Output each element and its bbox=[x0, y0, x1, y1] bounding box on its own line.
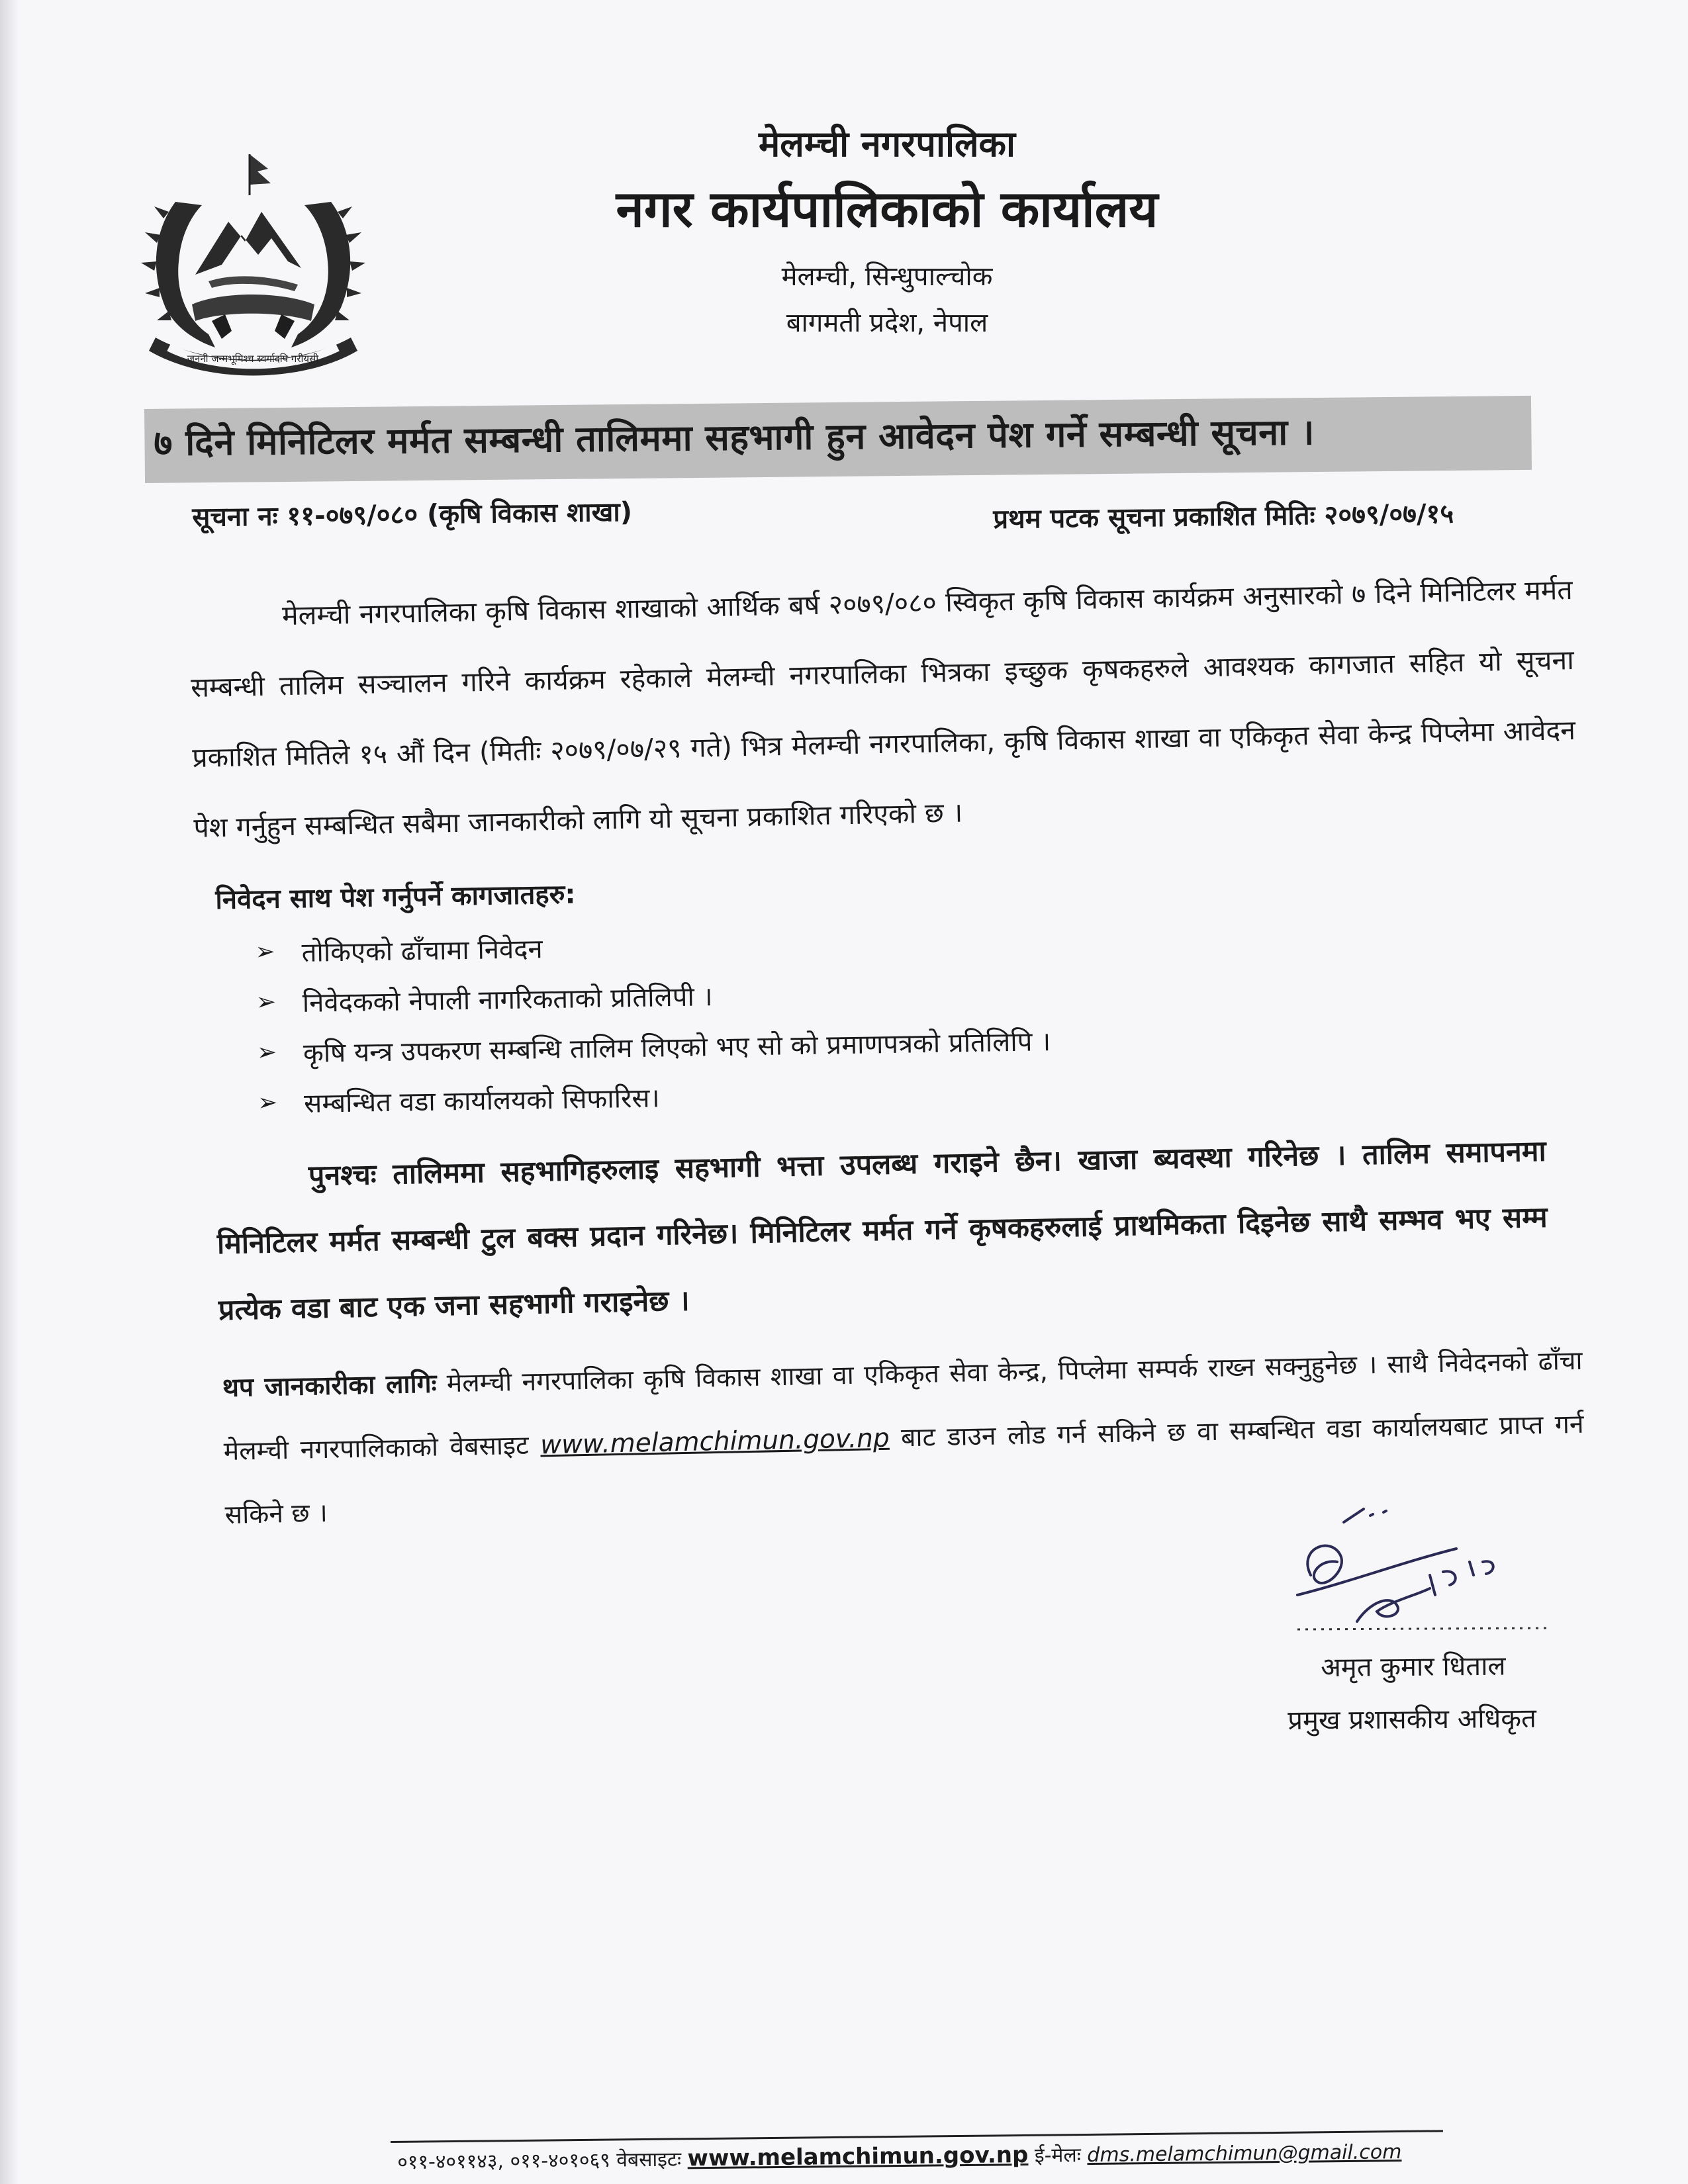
nepal-emblem-logo bbox=[129, 149, 377, 390]
footer-email-label: ई-मेलः bbox=[1028, 2144, 1088, 2168]
footer-email-link[interactable]: dms.melamchimun@gmail.com bbox=[1087, 2140, 1402, 2167]
address-line-1: मेलम्ची, सिन्धुपाल्चोक bbox=[781, 261, 993, 292]
footer-website-label: वेबसाइटः bbox=[610, 2148, 688, 2172]
signatory-title: प्रमुख प्रशासकीय अधिकृत bbox=[1288, 1703, 1536, 1736]
arrow-bullet-icon: ➢ bbox=[256, 988, 277, 1016]
notice-title: ७ दिने मिनिटिलर मर्मत सम्बन्धी तालिममा सहभागी हुन आवेदन पेश गर्ने सम्बन्धी सूचना । bbox=[154, 411, 1315, 464]
handwritten-signature bbox=[1258, 1496, 1589, 1655]
municipality-name: मेलम्ची नगरपालिका bbox=[758, 123, 1016, 165]
notice-reference-number: सूचना नः ११-०७९/०८० (कृषि विकास शाखा) bbox=[192, 496, 633, 533]
signatory-name: अमृत कुमार धिताल bbox=[1321, 1651, 1506, 1683]
publish-date: प्रथम पटक सूचना प्रकाशित मितिः २०७९/०७/१५ bbox=[993, 498, 1454, 535]
more-info-label: थप जानकारीका लागिः bbox=[222, 1369, 437, 1403]
document-item-text: कृषि यन्त्र उपकरण सम्बन्धि तालिम लिएको भए सो को प्रमाणपत्रको प्रतिलिपि । bbox=[303, 1026, 1051, 1069]
document-item-text: सम्बन्धित वडा कार्यालयको सिफारिस। bbox=[303, 1082, 660, 1119]
emblem-motto: जननी जन्मभूमिश्च स्वर्गादपि गरीयसी bbox=[187, 353, 319, 365]
more-info-text-2: बाट डाउन लोड गर्न सकिने छ वा सम्बन्धित वडा कार्यालयबाट प्राप्त गर्न सकिने छ । bbox=[224, 1409, 1584, 1530]
documents-list bbox=[255, 910, 1317, 1128]
postscript-paragraph: पुनश्चः तालिममा सहभागिहरुलाइ सहभागी भत्ता उपलब्ध गराइने छैन। खाजा ब्यवस्था गरिनेछ । तालिम समापनमा मिनिटिलर मर्मत सम्बन्धी टुल बक्स प्रदान गरिनेछ। मिनिटिलर मर्मत गर्ने कृषकहरुलाई प्राथमिकता दिइनेछ साथै सम्भव भए सम्म प्रत्येक वडा बाट एक जना सहभागी गराइनेछ । bbox=[216, 1134, 1548, 1327]
document-item-text: निवेदकको नेपाली नागरिकताको प्रतिलिपी । bbox=[302, 981, 713, 1019]
office-name: नगर कार्यपालिकाको कार्यालय bbox=[616, 179, 1158, 238]
footer-phones: ०११-४०११४३, ०११-४०१०६९ bbox=[397, 2148, 610, 2174]
website-link[interactable]: www.melamchimun.gov.np bbox=[539, 1423, 890, 1461]
arrow-bullet-icon: ➢ bbox=[257, 1088, 278, 1116]
address-line-2: बागमती प्रदेश, नेपाल bbox=[786, 308, 988, 338]
document-item-text: तोकिएको ढाँचामा निवेदन bbox=[301, 933, 543, 968]
documents-heading: निवेदन साथ पेश गर्नुपर्ने कागजातहरु: bbox=[215, 879, 576, 915]
notice-body-paragraph: मेलम्ची नगरपालिका कृषि विकास शाखाको आर्थिक बर्ष २०७९/०८० स्विकृत कृषि विकास कार्यक्रम अनुसारको ७ दिने मिनिटिलर मर्मत सम्बन्धी तालिम सञ्चालन गरिने कार्यक्रम रहेकाले मेलम्ची नगरपालिका भित्रका इच्छुक कृषकहरुले आवश्यक कागजात सहित यो सूचना प्रकाशित मितिले १५ औं दिन (मितीः २०७९/०७/२९ गते) भित्र मेलम्ची नगरपालिका, कृषि विकास शाखा वा एकिकृत सेवा केन्द्र पिप्लेमा आवेदन पेश गर्नुहुन सम्बन्धित सबैमा जानकारीको लागि यो सूचना प्रकाशित गरिएको छ । bbox=[190, 574, 1576, 844]
arrow-bullet-icon: ➢ bbox=[255, 938, 276, 966]
more-info-text-1: मेलम्ची नगरपालिका कृषि विकास शाखा वा एकिकृत सेवा केन्द्र, पिप्लेमा सम्पर्क राख्न सक्नुहुनेछ । साथै निवेदनको ढाँचा मेलम्ची नगरपालिकाको वेबसाइट bbox=[223, 1345, 1583, 1467]
arrow-bullet-icon: ➢ bbox=[256, 1038, 277, 1066]
scan-edge-shadow bbox=[0, 0, 19, 2184]
footer-website-link[interactable]: www.melamchimun.gov.np bbox=[687, 2142, 1029, 2172]
